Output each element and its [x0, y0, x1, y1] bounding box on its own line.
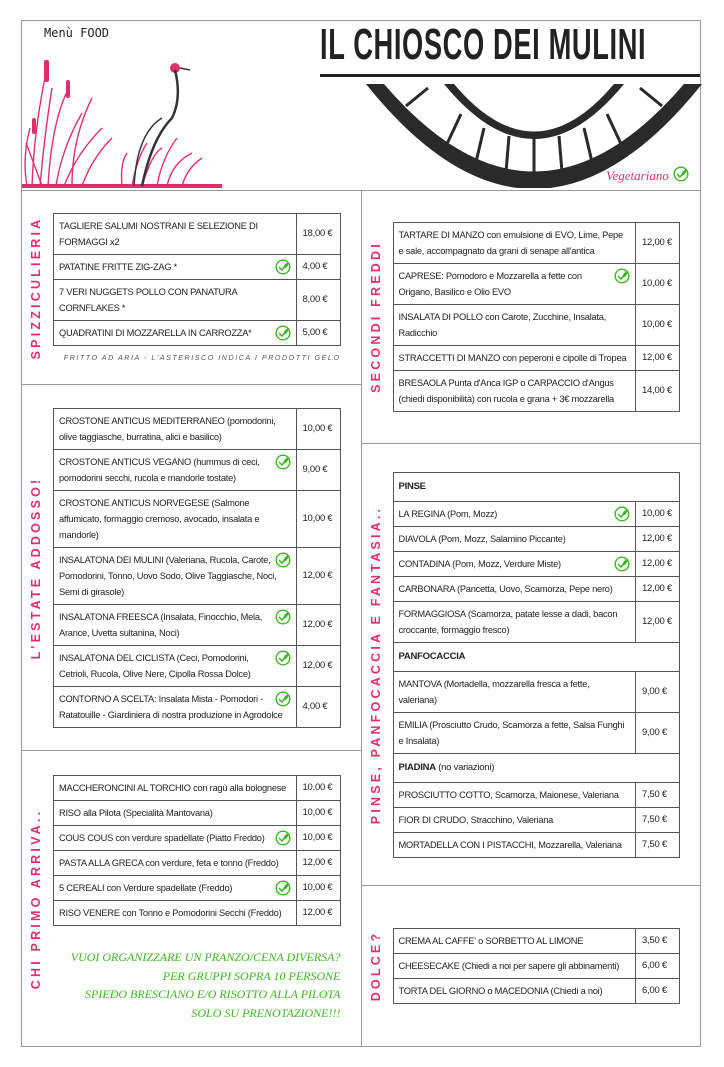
menu-item-row: [54, 449, 341, 490]
vegetarian-icon: [275, 609, 291, 625]
menu-item-row: [393, 782, 680, 807]
item-details: con verdure, feta e tonno (Freddo): [143, 858, 279, 868]
item-details: (Mortadella, mozzarella fresca a fette, valeriana): [398, 678, 590, 705]
category-header: [393, 472, 680, 501]
item-description: [54, 255, 297, 280]
item-details: Mozzarella, Valeriana: [535, 839, 622, 850]
menu-item-row: [393, 501, 680, 526]
item-name: COUS COUS: [59, 833, 114, 843]
menu-item-row: [393, 526, 680, 551]
menu-item-row: [54, 321, 341, 346]
item-description: [393, 264, 636, 305]
category-header-row: [393, 753, 680, 782]
category-name: PINSE: [398, 480, 426, 492]
item-details: con ragù alla bolognese: [190, 783, 287, 793]
item-description: [54, 321, 297, 346]
section-title-pinse: PINSE, PANFOCACCIA E FANTASIA..: [368, 505, 383, 824]
menu-item-row: [393, 371, 680, 412]
category-name: PIADINA: [398, 761, 436, 773]
left-column: [22, 191, 362, 1046]
menu-item-row: [54, 280, 341, 321]
item-details: Insalata Mista - Pomodori - Ratatouille - Giardiniera di nostra produzione in Agrodolce: [59, 693, 283, 720]
vegetarian-legend: [606, 166, 689, 186]
item-description: [393, 346, 636, 371]
menu-body: [21, 190, 701, 1047]
item-price: 12,00 €: [296, 901, 340, 926]
item-description: [54, 851, 297, 876]
item-description: [54, 449, 297, 490]
item-name: INSALATONA DEL CICLISTA: [59, 652, 175, 663]
item-name: INSALATONA FREESCA: [59, 611, 159, 622]
item-details: (hummus di ceci, pomodorini secchi, rucola e mandorle tostate): [59, 456, 260, 483]
right-column: [362, 191, 701, 1046]
item-description: [393, 576, 636, 601]
vegetarian-icon: [673, 166, 689, 186]
item-details: alla Pilota (Specialità Mantovana): [80, 808, 213, 818]
menu-item-row: [393, 551, 680, 576]
item-details: con peperoni e cipolle di Tropea: [500, 353, 627, 363]
item-price: 10,00 €: [296, 801, 340, 826]
item-details: Stracchino, Valeriana: [468, 814, 554, 825]
item-details: (Valeriana, Rucola, Carote, Pomodorini, Tonno, Uovo Sodo, Olive Taggiasche, Noci, Semi di girasole): [59, 554, 277, 597]
menu-item-row: [393, 223, 680, 264]
item-price: 9,00 €: [296, 449, 340, 490]
item-price: 12,00 €: [636, 601, 680, 642]
section-secondi: [362, 191, 701, 444]
category-header-row: [393, 642, 680, 671]
item-name: MANTOVA: [398, 678, 442, 689]
section-pinse: [362, 444, 701, 886]
item-price: 12,00 €: [636, 526, 680, 551]
secondi-table: [393, 222, 681, 412]
menu-item-row: [54, 408, 341, 449]
menu-item-row: [54, 604, 341, 645]
item-details: con Verdure spadellate (Freddo): [104, 883, 233, 893]
primo-table: [53, 775, 341, 926]
item-description: [54, 214, 297, 255]
menu-item-row: [393, 712, 680, 753]
menu-item-row: [393, 832, 680, 857]
item-name: LA REGINA: [398, 508, 445, 519]
item-price: 8,00 €: [296, 280, 340, 321]
item-price: 9,00 €: [636, 712, 680, 753]
item-name: TARTARE DI MANZO: [398, 230, 485, 240]
item-price: 10,00 €: [296, 408, 340, 449]
menu-item-row: [54, 214, 341, 255]
item-description: [54, 490, 297, 547]
item-details: (Scamorza, patate lesse a dadi, bacon croccante, formaggio fresco): [398, 608, 618, 635]
item-details: con emulsione di EVO, Lime, Pepe e sale, accompagnato da grani di senape all'antica: [398, 230, 623, 256]
vegetarian-icon: [275, 691, 291, 707]
menu-item-row: [393, 601, 680, 642]
logo-title: IL CHIOSCO DEI MULINI: [320, 20, 647, 69]
section-dolce: [362, 886, 701, 1046]
item-name: CROSTONE ANTICUS VEGANO: [59, 456, 192, 467]
category-header-row: [393, 472, 680, 501]
promo-line: VUOI ORGANIZZARE UN PRANZO/CENA DIVERSA?: [70, 950, 341, 964]
promo-line: PER GRUPPI SOPRA 10 PERSONE: [162, 968, 341, 983]
menu-label: Menù FOOD: [44, 26, 110, 40]
item-name: CAPRESE:: [398, 271, 444, 281]
pinse-table: [393, 472, 681, 858]
vegetarian-legend-label: Vegetariano: [606, 168, 669, 183]
item-description: [393, 305, 636, 346]
category-header: [393, 642, 680, 671]
item-details: con Carote, Zucchine, Insalata, Radicchio: [398, 312, 607, 338]
item-description: [54, 604, 297, 645]
section-title-dolce: DOLCE?: [368, 930, 383, 1002]
item-price: 7,50 €: [636, 782, 680, 807]
item-description: [393, 807, 636, 832]
section-title-spizziculieria: SPIZZICULIERIA: [29, 216, 43, 359]
item-description: [393, 501, 636, 526]
item-name: FIOR DI CRUDO,: [398, 814, 469, 825]
item-description: [393, 712, 636, 753]
heron-reeds-illustration: [22, 58, 252, 188]
item-price: 12,00 €: [296, 645, 340, 686]
menu-item-row: [54, 876, 341, 901]
item-name: 7 VERI NUGGETS POLLO CON PANATURA CORNFLAKES *: [59, 287, 237, 313]
menu-item-row: [393, 929, 680, 954]
item-name: CROSTONE ANTICUS NORVEGESE: [59, 497, 210, 508]
item-price: 10,00 €: [296, 826, 340, 851]
menu-item-row: [393, 264, 680, 305]
menu-item-row: [393, 807, 680, 832]
item-price: 12,00 €: [636, 576, 680, 601]
item-price: 3,50 €: [636, 929, 680, 954]
item-details: (pomodorini, olive taggiasche, burratina, alici e basilico): [59, 415, 276, 442]
item-description: [54, 547, 297, 604]
logo-rule: [320, 74, 700, 77]
category-name: PANFOCACCIA: [398, 650, 466, 662]
item-description: [393, 551, 636, 576]
item-name: CHEESECAKE: [398, 961, 460, 971]
item-description: [54, 826, 297, 851]
vegetarian-icon: [275, 880, 291, 896]
item-details: Pomodoro e Mozzarella a fette con Origano, Basilico e Olio EVO: [398, 271, 582, 297]
item-name: PROSCIUTTO COTTO,: [398, 789, 493, 800]
section-primo: [22, 751, 361, 1046]
item-description: [393, 954, 636, 979]
item-details: (Pom, Mozz, Verdure Miste): [449, 558, 561, 569]
item-name: CONTORNO A SCELTA:: [59, 693, 157, 704]
menu-item-row: [54, 645, 341, 686]
item-price: 10,00 €: [636, 305, 680, 346]
item-description: [393, 671, 636, 712]
menu-item-row: [393, 954, 680, 979]
item-name: 5 CEREALI: [59, 883, 105, 893]
section-spizziculieria: [22, 191, 361, 385]
item-price: 12,00 €: [296, 547, 340, 604]
menu-item-row: [393, 671, 680, 712]
item-name: CONTADINA: [398, 558, 450, 569]
estate-table: [53, 408, 341, 728]
menu-item-row: [54, 901, 341, 926]
item-price: 7,50 €: [636, 832, 680, 857]
item-name: BRESAOLA: [398, 378, 447, 388]
item-name: CREMA AL CAFFE' o SORBETTO AL LIMONE: [398, 936, 584, 946]
item-name: MORTADELLA CON I PISTACCHI,: [398, 839, 536, 850]
item-description: [393, 832, 636, 857]
menu-item-row: [54, 801, 341, 826]
menu-item-row: [54, 490, 341, 547]
fried-note: FRITTO AD ARIA - L'ASTERISCO INDICA I PRODOTTI GELO: [63, 353, 341, 362]
item-description: [393, 782, 636, 807]
item-description: [54, 901, 297, 926]
vegetarian-icon: [614, 556, 630, 572]
item-description: [54, 280, 297, 321]
item-description: [54, 686, 297, 727]
item-name: TAGLIERE SALUMI NOSTRANI E SELEZIONE DI FORMAGGI x2: [59, 221, 258, 247]
menu-item-row: [54, 547, 341, 604]
item-name: MACCHERONCINI AL TORCHIO: [59, 783, 191, 793]
item-price: 10,00 €: [296, 876, 340, 901]
item-details: (Chiedi a noi): [548, 986, 603, 996]
promo-line: SOLO SU PRENOTAZIONE!!!: [191, 1005, 341, 1020]
item-name: DIAVOLA: [398, 533, 436, 544]
item-description: [393, 929, 636, 954]
item-description: [54, 645, 297, 686]
menu-item-row: [54, 255, 341, 280]
vegetarian-icon: [275, 552, 291, 568]
menu-item-row: [393, 576, 680, 601]
item-name: RISO VENERE: [59, 908, 120, 918]
vegetarian-icon: [614, 506, 630, 522]
menu-item-row: [54, 826, 341, 851]
item-price: 6,00 €: [636, 979, 680, 1004]
item-name: INSALATONA DEI MULINI: [59, 554, 164, 565]
item-description: [54, 801, 297, 826]
item-name: CROSTONE ANTICUS MEDITERRANEO: [59, 415, 225, 426]
menu-item-row: [393, 979, 680, 1004]
item-description: [54, 408, 297, 449]
item-price: 7,50 €: [636, 807, 680, 832]
spizziculieria-table: [53, 213, 341, 346]
item-price: 12,00 €: [296, 851, 340, 876]
item-description: [393, 526, 636, 551]
item-price: 10,00 €: [296, 490, 340, 547]
item-description: [393, 223, 636, 264]
item-name: EMILIA: [398, 719, 427, 730]
item-name: INSALATA DI POLLO: [398, 312, 483, 322]
item-name: TORTA DEL GIORNO o MACEDONIA: [398, 986, 549, 996]
menu-item-row: [393, 305, 680, 346]
item-name: STRACCETTI DI MANZO: [398, 353, 501, 363]
item-price: 10,00 €: [636, 264, 680, 305]
item-price: 10,00 €: [296, 776, 340, 801]
item-price: 12,00 €: [636, 223, 680, 264]
item-price: 6,00 €: [636, 954, 680, 979]
item-description: [54, 776, 297, 801]
item-name: FORMAGGIOSA: [398, 608, 466, 619]
item-price: 18,00 €: [296, 214, 340, 255]
vegetarian-icon: [275, 325, 291, 341]
item-name: CARBONARA: [398, 583, 455, 594]
item-details: (Pom, Mozz, Salamino Piccante): [435, 533, 566, 544]
item-details: (Chiedi a noi per sapere gli abbinamenti): [459, 961, 620, 971]
vegetarian-icon: [275, 830, 291, 846]
section-estate: [22, 385, 361, 751]
menu-item-row: [54, 851, 341, 876]
item-description: [54, 876, 297, 901]
item-price: 14,00 €: [636, 371, 680, 412]
item-details: con Tonno e Pomodorini Secchi (Freddo): [119, 908, 282, 918]
item-description: [393, 601, 636, 642]
item-name: PASTA ALLA GRECA: [59, 858, 144, 868]
section-title-secondi: SECONDI FREDDI: [368, 241, 383, 393]
dolce-table: [393, 928, 681, 1004]
section-title-primo: CHI PRIMO ARRIVA..: [29, 808, 43, 989]
item-price: 12,00 €: [296, 604, 340, 645]
item-price: 12,00 €: [636, 346, 680, 371]
menu-item-row: [54, 776, 341, 801]
menu-item-row: [393, 346, 680, 371]
item-details: Punta d'Anca IGP o CARPACCIO d'Angus (chiedi disponibilità) con rucola e grana + 3€ mozzarella: [398, 378, 614, 404]
item-price: 5,00 €: [296, 321, 340, 346]
item-price: 4,00 €: [296, 255, 340, 280]
item-details: con verdure spadellate (Piatto Freddo): [113, 833, 265, 843]
item-price: 4,00 €: [296, 686, 340, 727]
vegetarian-icon: [614, 268, 630, 284]
vegetarian-icon: [275, 259, 291, 275]
item-details: (Salmone affumicato, formaggio cremoso, avocado, insalata e mandorle): [59, 497, 260, 540]
item-price: 10,00 €: [636, 501, 680, 526]
item-description: [393, 371, 636, 412]
item-name: RISO: [59, 808, 81, 818]
item-details: Scamorza, Maionese, Valeriana: [492, 789, 619, 800]
section-title-estate: L'ESTATE ADDOSSO!: [29, 476, 43, 659]
promo-line: SPIEDO BRESCIANO E/O RISOTTO ALLA PILOTA: [85, 987, 341, 1001]
vegetarian-icon: [275, 650, 291, 666]
vegetarian-icon: [275, 454, 291, 470]
category-note: (no variazioni): [435, 761, 495, 773]
category-header: [393, 753, 680, 782]
item-price: 9,00 €: [636, 671, 680, 712]
item-details: (Insalata, Finocchio, Mela, Arance, Uvetta sultanina, Noci): [59, 611, 263, 638]
item-details: (Prosciutto Crudo, Scamorza a fette, Salsa Funghi e Insalata): [398, 719, 625, 746]
item-description: [393, 979, 636, 1004]
menu-item-row: [54, 686, 341, 727]
group-booking-promo: [53, 948, 341, 1022]
item-details: (Pom, Mozz): [444, 508, 498, 519]
item-details: (Pancetta, Uovo, Scamorza, Pepe nero): [454, 583, 613, 594]
item-price: 12,00 €: [636, 551, 680, 576]
item-details: (Ceci, Pomodorini, Cetrioli, Rucola, Olive Nere, Cipolla Rossa Dolce): [59, 652, 251, 679]
item-name: QUADRATINI DI MOZZARELLA IN CARROZZA*: [59, 328, 252, 338]
item-name: PATATINE FRITTE ZIG-ZAG *: [59, 262, 178, 272]
